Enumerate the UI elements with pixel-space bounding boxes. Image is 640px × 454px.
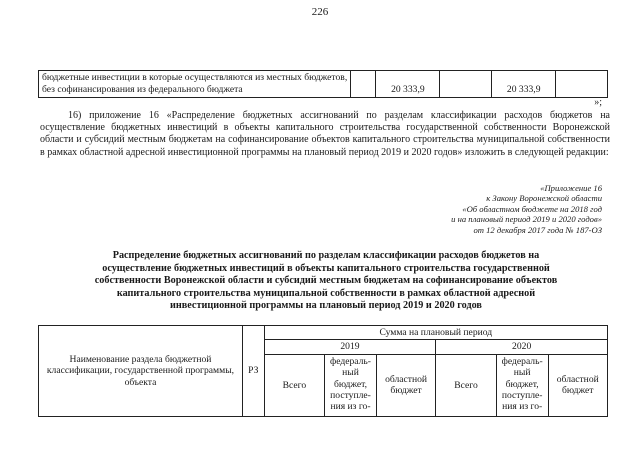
allocation-table-header <box>38 325 608 417</box>
continuation-table <box>38 70 608 98</box>
value-2020-cell: 20 333,9 <box>492 71 556 98</box>
column-header-federal-2020: федераль-ный бюджет, поступле-ния из го- <box>496 354 548 416</box>
column-header-rz: РЗ <box>242 326 264 417</box>
appendix-header <box>402 183 602 235</box>
column-header-2020: 2020 <box>436 340 608 354</box>
column-header-federal-2019: федераль-ный бюджет, поступле-ния из го- <box>325 354 377 416</box>
appendix-line: и на плановый период 2019 и 2020 годов» <box>451 214 602 225</box>
page-number: 226 <box>311 6 329 18</box>
amendment-paragraph: 16) приложение 16 «Распределение бюджетных ассигнований по разделам классификации расходов бюджетов на осуществление бюджетных инвестиций в объекты капитального строительства государственной собственности Воронежской области и субсидий местным бюджетам на софинансирование объектов капитального строительства муниципальной собственности в рамках областной адресной инвестиционной программы на плановый период 2019 и 2020 годов» изложить в следующей редакции: <box>40 110 610 158</box>
empty-cell <box>556 71 608 98</box>
rz-cell <box>351 71 376 98</box>
appendix-line: к Закону Воронежской области <box>486 193 602 204</box>
appendix-line: от 12 декабря 2017 года № 187-ОЗ <box>473 224 602 235</box>
column-header-regional-2020: областной бюджет <box>548 354 607 416</box>
appendix-line: «Приложение 16 <box>540 183 602 193</box>
column-header-2019: 2019 <box>264 340 436 354</box>
column-header-regional-2019: областной бюджет <box>376 354 435 416</box>
document-title: Распределение бюджетных ассигнований по разделам классификации расходов бюджетов на осуществление бюджетных инвестиций в объекты капитального строительства государственной собственности Воронежской области и субсидий местным бюджетам на софинансирование объектов капитального строительства муниципальной собственности в рамках областной адресной инвестиционной программы на плановый период 2019 и 2020 годов <box>94 250 558 312</box>
table-row <box>39 71 608 98</box>
appendix-line: «Об областном бюджете на 2018 год <box>462 203 602 214</box>
table-header-row <box>39 326 608 340</box>
column-header-total-2020: Всего <box>436 354 497 416</box>
empty-cell <box>440 71 492 98</box>
column-header-planned: Сумма на плановый период <box>264 326 607 340</box>
column-header-name: Наименование раздела бюджетной классификации, государственной программы, объекта <box>39 326 243 417</box>
value-2019-cell: 20 333,9 <box>376 71 440 98</box>
closing-quote: »; <box>594 97 602 108</box>
row-name-cell: бюджетные инвестиции в которые осуществляются из местных бюджетов, без софинансирования из федерального бюджета <box>39 71 351 98</box>
column-header-total-2019: Всего <box>264 354 325 416</box>
